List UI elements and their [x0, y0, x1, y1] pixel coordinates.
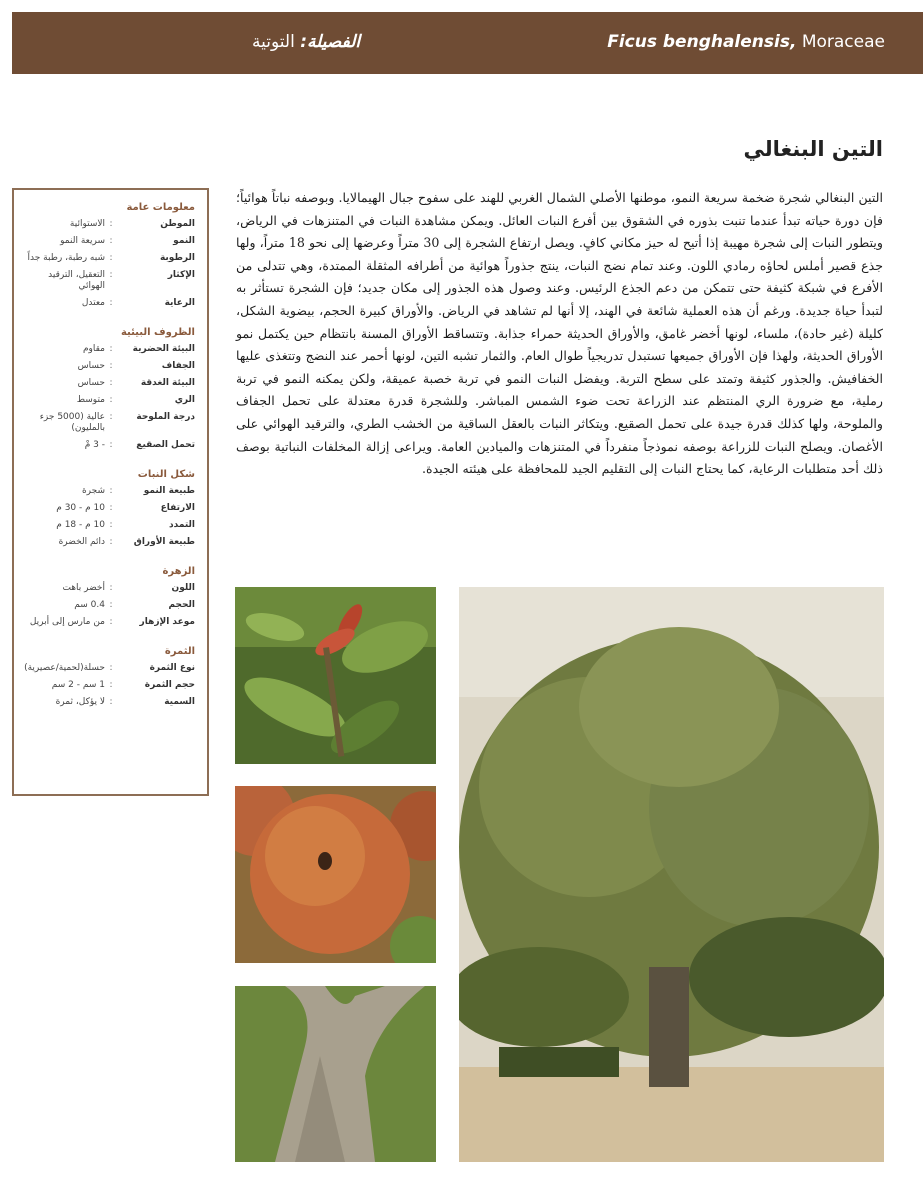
info-row: الإكثار : التعقيل، الترقيد الهوائي [20, 270, 195, 292]
fruit-photo [235, 786, 436, 963]
info-value: شبه رطبة، رطبة جداً [27, 253, 105, 263]
info-value: حساس [77, 378, 105, 388]
section-title: الزهرة [162, 566, 195, 577]
info-key: البيئة الغدقة [140, 378, 195, 388]
description-paragraph: التين البنغالي شجرة ضخمة سريعة النمو، موطنها الأصلي الشمال الغربي للهند على سفوح جبال الهيمالايا. وبوصفه نباتاً هوائياً؛ فإن دورة حياته تبدأ عندما تنبت بذوره في الشقوق بين أفرع النبات العائل. ويمكن مشاهدة النبات في المتنزهات في الرياض، ويتطور النبات إلى شجرة مهيبة إذا أتيح له حيز مكاني كافٍ. ويصل ارتفاع الشجرة إلى 30 متراً وعرضها إلى نحو 18 متراً، ولها جذع قصير أملس لحاؤه رمادي اللون. وعند تمام نضج النبات، ينتج جذوراً هوائية من أطرافه المثقلة الممتدة، وهي تتدلى من الأفرع في شبكة كثيفة حتى تتمكن من دعم الجذع الرئيس. وعند وصول هذه الجذور إلى مكان جديد؛ فإن الشجرة تستأثر به لتبدأ حياة جديدة. ورغم أن هذه العملية شائعة في الهند، إلا أنها لم تشاهد في الرياض. والأوراق كبيرة الحجم، بيضوية الشكل، كليلة (غير حادة)، ملساء، لونها أخضر غامق، والأوراق الحديثة حمراء جذابة. وتتساقط الأوراق المسنة بانتظام حين يكتمل نمو الأوراق الحديثة، ولهذا فإن الأوراق جميعها تستبدل تدريجياً طوال العام. والثمار تشبه التين، لونها أحمر عند النضج وتتغذى عليها الخفافيش. والجذور كثيفة وتمتد على سطح التربة. ويفضل النبات النمو في تربة خصبة عميقة، ولكن يمكنه النمو في تربة رملية، مع ضرورة الري المنتظم عند الزراعة تحت ضوء الشمس المباشر. وللشجرة قدرة معتدلة على تحمل الجفاف والملوحة، ولها كذلك قدرة جيدة على تحمل الصقيع. ويتكاثر النبات بالعقل الساقية من الخشب الطري، والترقيد الهوائي على الأغصان. ويصلح النبات للزراعة بوصفه نموذجاً منفرداً في المتنزهات والميادين العامة. ويراعى إزالة المخلفات النباتية بوصف ذلك أحد متطلبات الرعاية، كما يحتاج النبات إلى التقليم الجيد للمحافظة على هيئته الجيدة. [236, 190, 883, 477]
family-arabic: التوتية [252, 32, 295, 52]
trunk-photo [235, 986, 436, 1162]
info-key: النمو [173, 236, 195, 246]
info-row: اللون : أخضر باهت [20, 583, 195, 594]
info-value: من مارس إلى أبريل [29, 617, 105, 627]
info-value: - 3 مْ [84, 440, 105, 450]
info-section-general [20, 202, 195, 309]
leaves-photo [235, 587, 436, 764]
info-key: الجفاف [161, 361, 195, 371]
info-row: حجم الثمرة : 1 سم - 2 سم [20, 680, 195, 691]
info-row: السمية : لا يؤكل، ثمرة [20, 697, 195, 708]
info-row: الحجم : 0.4 سم [20, 600, 195, 611]
info-section-fruit [20, 646, 195, 708]
family-latin: Moraceae [801, 32, 885, 52]
page-title: التين البنغالي [743, 137, 883, 161]
info-key: الرعاية [164, 298, 195, 308]
info-value: معتدل [81, 298, 105, 308]
info-value: 0.4 سم [74, 600, 105, 610]
info-key: موعد الإزهار [139, 617, 195, 627]
info-value: 10 م - 18 م [56, 520, 105, 530]
info-row: درجة الملوحة : عالية (5000 جزء بالمليون) [20, 412, 195, 434]
info-value: حسلة(لحمية/عصيرية) [24, 663, 105, 673]
info-key: السمية [164, 697, 195, 707]
info-section-plant-form [20, 469, 195, 548]
tree-photo [459, 587, 884, 1162]
info-row: النمو : سريعة النمو [20, 236, 195, 247]
header-bar [12, 12, 923, 74]
info-value: لا يؤكل، ثمرة [55, 697, 105, 707]
info-row: الري : متوسط [20, 395, 195, 406]
info-section-environment [20, 327, 195, 451]
info-key: تحمل الصقيع [136, 440, 195, 450]
info-key: اللون [171, 583, 195, 593]
section-title: معلومات عامة [126, 202, 195, 213]
section-title: الثمرة [164, 646, 195, 657]
info-row: البيئة الغدقة : حساس [20, 378, 195, 389]
info-row: الموطن : الاستوائية [20, 219, 195, 230]
info-key: حجم الثمرة [144, 680, 195, 690]
info-row: الجفاف : حساس [20, 361, 195, 372]
info-row: الرطوبة : شبه رطبة، رطبة جداً [20, 253, 195, 264]
info-value: حساس [77, 361, 105, 371]
info-key: الموطن [160, 219, 195, 229]
info-value: التعقيل، الترقيد الهوائي [48, 270, 105, 291]
info-row: الرعاية : معتدل [20, 298, 195, 309]
info-key: البيئة الحضرية [132, 344, 195, 354]
info-key: الارتفاع [160, 503, 195, 513]
family-label: الفصيلة: [300, 32, 361, 52]
info-row: موعد الإزهار : من مارس إلى أبريل [20, 617, 195, 628]
info-row: الارتفاع : 10 م - 30 م [20, 503, 195, 514]
family-heading [252, 32, 360, 52]
info-key: الحجم [168, 600, 195, 610]
info-row: تحمل الصقيع : - 3 مْ [20, 440, 195, 451]
info-key: الري [174, 395, 195, 405]
info-row: طبيعة النمو : شجرة [20, 486, 195, 497]
info-box [12, 188, 209, 796]
info-key: نوع الثمرة [149, 663, 195, 673]
info-key: طبيعة الأوراق [133, 537, 195, 547]
info-value: 1 سم - 2 سم [51, 680, 105, 690]
species-heading [607, 32, 885, 52]
info-key: التمدد [169, 520, 195, 530]
info-value: عالية (5000 جزء بالمليون) [39, 412, 105, 433]
info-key: الإكثار [167, 270, 195, 280]
info-key: الرطوبة [159, 253, 195, 263]
info-value: أخضر باهت [62, 583, 105, 593]
info-value: شجرة [81, 486, 105, 496]
section-title: الظروف البيئية [120, 327, 195, 338]
info-value: 10 م - 30 م [56, 503, 105, 513]
info-value: سريعة النمو [60, 236, 105, 246]
info-row: البيئة الحضرية : مقاوم [20, 344, 195, 355]
info-key: طبيعة النمو [143, 486, 195, 496]
info-value: متوسط [76, 395, 105, 405]
info-key: درجة الملوحة [136, 412, 195, 422]
info-row: التمدد : 10 م - 18 م [20, 520, 195, 531]
info-row: طبيعة الأوراق : دائم الخضرة [20, 537, 195, 548]
info-value: مقاوم [82, 344, 105, 354]
section-title: شكل النبات [137, 469, 195, 480]
info-row: نوع الثمرة : حسلة(لحمية/عصيرية) [20, 663, 195, 674]
info-value: الاستوائية [69, 219, 105, 229]
info-section-flower [20, 566, 195, 628]
species-name: Ficus benghalensis, [607, 32, 797, 52]
info-value: دائم الخضرة [58, 537, 105, 547]
